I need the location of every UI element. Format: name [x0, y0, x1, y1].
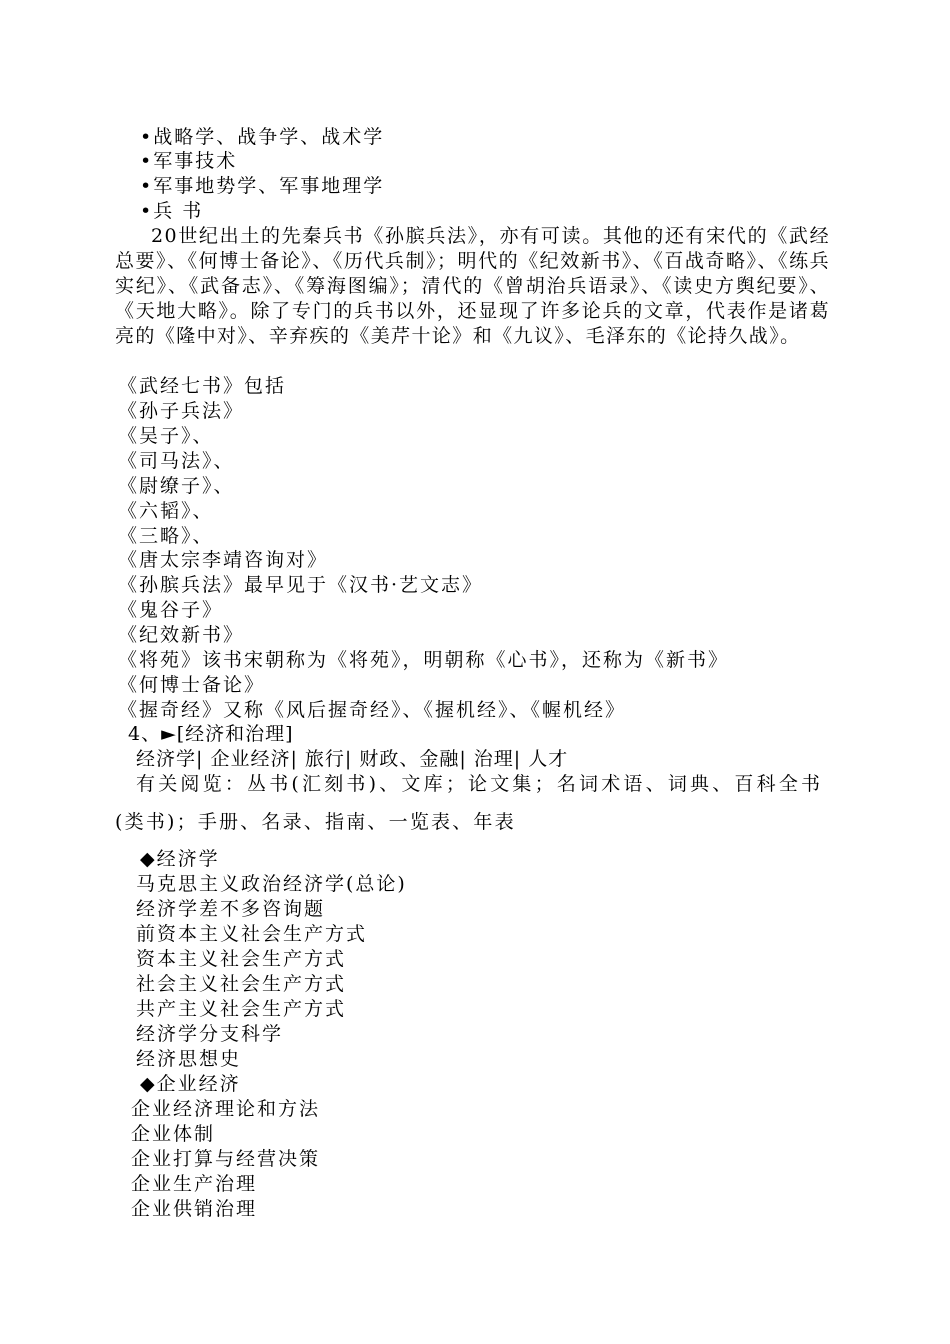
- economics-item: 资本主义社会生产方式: [136, 948, 347, 970]
- enterprise-item: 企业生产治理: [131, 1173, 258, 1195]
- economics-item: 共产主义社会生产方式: [136, 998, 347, 1020]
- economics-heading: ◆经济学: [140, 848, 220, 870]
- category-links[interactable]: 经济学| 企业经济| 旅行| 财政、金融| 治理| 人才: [136, 748, 569, 770]
- section-heading: 4、►[经济和治理]: [128, 723, 294, 745]
- list-item: •兵 书: [140, 200, 204, 222]
- enterprise-item: 企业体制: [131, 1123, 216, 1145]
- economics-item: 经济思想史: [136, 1048, 242, 1070]
- book-item: 《吴子》、: [118, 425, 214, 447]
- economics-item: 社会主义社会生产方式: [136, 973, 347, 995]
- enterprise-item: 企业经济理论和方法: [131, 1098, 321, 1120]
- book-item: 《三略》、: [118, 525, 214, 547]
- book-item: 《司马法》、: [118, 450, 235, 472]
- related-reading-cont: (类书)；手册、名录、指南、一览表、年表: [115, 811, 516, 833]
- book-item: 《唐太宗李靖咨询对》: [118, 549, 329, 571]
- economics-item: 经济学差不多咨询题: [136, 898, 326, 920]
- book-item: 《孙子兵法》: [118, 400, 245, 422]
- enterprise-item: 企业打算与经营决策: [131, 1148, 321, 1170]
- book-item: 《纪效新书》: [118, 624, 245, 646]
- economics-item: 经济学分支科学: [136, 1023, 284, 1045]
- list-item: •军事技术: [140, 150, 238, 172]
- book-item: 《尉缭子》、: [118, 475, 235, 497]
- book-item: 《何博士备论》: [118, 674, 266, 696]
- book-item: 《武经七书》包括: [118, 375, 287, 397]
- list-item: •战略学、战争学、战术学: [140, 126, 385, 148]
- economics-item: 马克思主义政治经济学(总论): [136, 873, 407, 895]
- book-item: 《孙膑兵法》最早见于《汉书·艺文志》: [118, 574, 484, 596]
- enterprise-heading: ◆企业经济: [140, 1073, 241, 1095]
- economics-item: 前资本主义社会生产方式: [136, 923, 368, 945]
- paragraph-text: 20世纪出土的先秦兵书《孙膑兵法》，亦有可读。其他的还有宋代的《武经总要》、《何博士备论》、《历代兵制》；明代的《纪效新书》、《百战奇略》、《练兵实纪》、《武备志》、《筹海图编》；清代的《曾胡治兵语录》、《读史方舆纪要》、《天地大略》。除了专门的兵书以外，还显现了许多论兵的文章，代表作是诸葛亮的《隆中对》、辛弃疾的《美芹十论》和《九议》、毛泽东的《论持久战》。: [115, 225, 830, 347]
- book-item: 《鬼谷子》: [118, 599, 224, 621]
- book-item: 《握奇经》又称《风后握奇经》、《握机经》、《幄机经》: [118, 699, 627, 721]
- related-reading: 有关阅览：丛书(汇刻书)、文库；论文集；名词术语、词典、百科全书: [136, 773, 824, 795]
- book-item: 《将苑》该书宋朝称为《将苑》，明朝称《心书》，还称为《新书》: [118, 649, 730, 671]
- enterprise-item: 企业供销治理: [131, 1198, 258, 1220]
- book-item: 《六韬》、: [118, 500, 214, 522]
- list-item: •军事地势学、军事地理学: [140, 175, 385, 197]
- body-paragraph: [115, 224, 830, 349]
